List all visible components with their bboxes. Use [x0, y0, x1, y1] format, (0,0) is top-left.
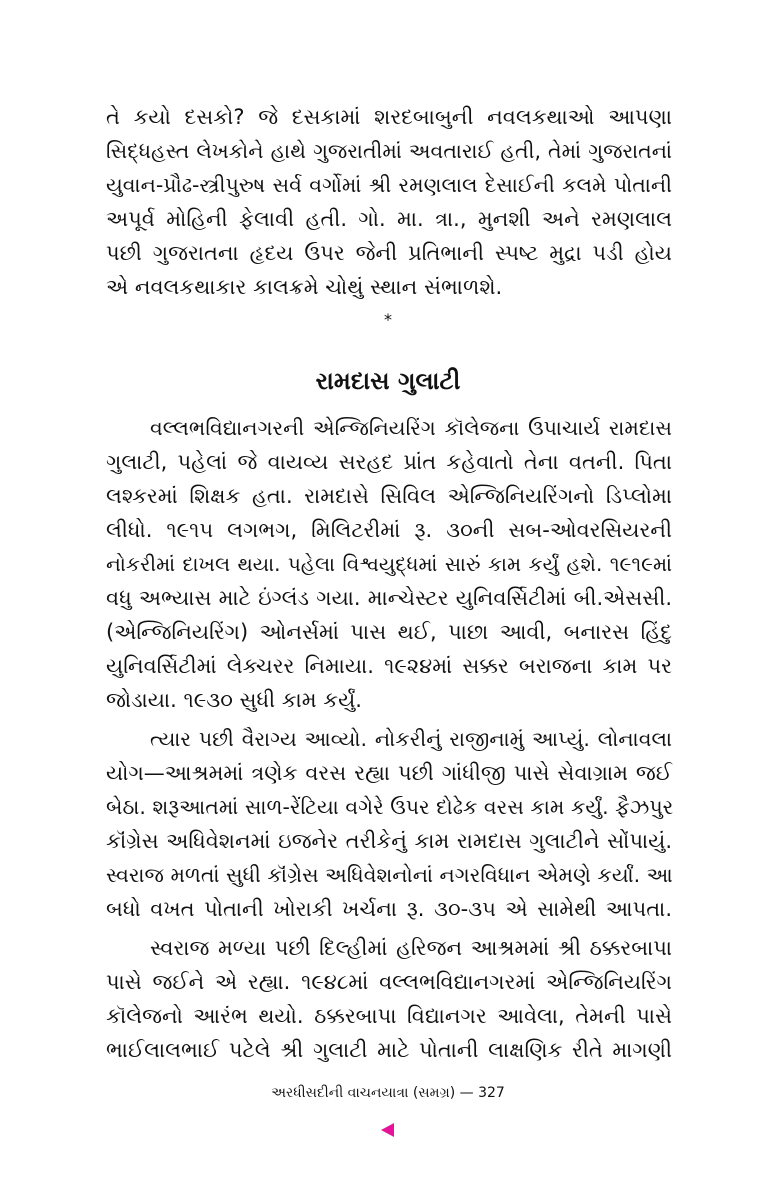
paragraph-line: (એન્જિનિયરિંગ) ઓનર્સમાં પાસ થઈ, પાછા આવી, બનારસ હિંદુ — [106, 620, 672, 644]
paragraph-line: નોકરીમાં દાખલ થયા. પહેલા વિશ્વયુદ્ધમાં સારું કામ કર્યું હશે. ૧૯૧૯માં — [106, 552, 672, 576]
paragraph-line: વધુ અભ્યાસ માટે ઇંગ્લંડ ગયા. માન્ચેસ્ટર યુનિવર્સિટીમાં બી.એસસી. — [106, 586, 672, 610]
paragraph-line: બેઠા. શરૂઆતમાં સાળ-રેંટિયા વગેરે ઉપર દોઢેક વરસ કામ કર્યું. ફૈઝપુર — [106, 795, 674, 819]
intro-line: સિદ્ધહસ્ત લેખકોને હાથે ગુજરાતીમાં અવતારાઈ હતી, તેમાં ગુજરાતનાં — [106, 139, 672, 163]
paragraph-line: વલ્લભવિદ્યાનગરની એન્જિનિયરિંગ કૉલેજના ઉપાચાર્ય રામદાસ — [150, 416, 672, 440]
intro-line: તે કયો દસકો? જે દસકામાં શરદબાબુની નવલકથાઓ આપણા — [106, 105, 672, 129]
intro-line: અપૂર્વ મોહિની ફેલાવી હતી. ગો. મા. ત્રા., મુનશી અને રમણલાલ — [106, 207, 672, 231]
paragraph-line: ત્યાર પછી વૈરાગ્ય આવ્યો. નોકરીનું રાજીનામું આપ્યું. લોનાવલા — [150, 727, 672, 751]
paragraph-line: સ્વરાજ મળતાં સુધી કૉંગ્રેસ અધિવેશનોનાં નગરવિધાન એમણે કર્યાં. આ — [106, 863, 673, 887]
paragraph-line: બધો વખત પોતાની ખોરાકી ખર્ચના રૂ. ૩૦-૩૫ એ સામેથી આપતા. — [106, 897, 672, 921]
intro-line: પછી ગુજરાતના હૃદય ઉપર જેની પ્રતિભાની સ્પષ્ટ મુદ્રા પડી હોય — [106, 241, 672, 265]
intro-line: યુવાન-પ્રૌઢ-સ્ત્રીપુરુષ સર્વ વર્ગોમાં શ્રી રમણલાલ દેસાઈની કલમે પોતાની — [106, 173, 672, 197]
paragraph-line: લીધો. ૧૯૧૫ લગભગ, મિલિટરીમાં રૂ. ૩૦ની સબ-ઓવરસિયરની — [106, 518, 672, 542]
paragraph-line: યોગ—આશ્રમમાં ત્રણેક વરસ રહ્યા પછી ગાંધીજી પાસે સેવાગ્રામ જઈ — [106, 761, 672, 785]
section-separator: * — [384, 310, 392, 329]
paragraph-line: જોડાયા. ૧૯૩૦ સુધી કામ કર્યું. — [106, 688, 362, 712]
left-triangle-icon[interactable] — [381, 1123, 394, 1137]
paragraph-line: યુનિવર્સિટીમાં લેક્ચરર નિમાયા. ૧૯૨૪માં સક્કર બરાજના કામ પર — [106, 654, 672, 678]
paragraph-line: પાસે જઈને એ રહ્યા. ૧૯૪૮માં વલ્લભવિદ્યાનગરમાં એન્જિનિયરિંગ — [106, 970, 672, 994]
paragraph-line: કૉંગ્રેસ અધિવેશનમાં ઇજનેર તરીકેનું કામ રામદાસ ગુલાટીને સોંપાયું. — [106, 829, 672, 853]
section-title: રામદાસ ગુલાટી — [315, 367, 461, 395]
intro-line: એ નવલકથાકાર કાલક્રમે ચોથું સ્થાન સંભાળશે. — [106, 275, 503, 299]
paragraph-line: લશ્કરમાં શિક્ષક હતા. રામદાસે સિવિલ એન્જિનિયરિંગનો ડિપ્લોમા — [106, 484, 672, 508]
page-footer: અરધીસદીની વાચનયાત્રા (સમગ્ર) — 327 — [271, 1085, 505, 1101]
paragraph-line: કૉલેજનો આરંભ થયો. ઠક્કરબાપા વિદ્યાનગર આવેલા, તેમની પાસે — [106, 1004, 672, 1028]
paragraph-line: સ્વરાજ મળ્યા પછી દિલ્હીમાં હરિજન આશ્રમમાં શ્રી ઠક્કરબાપા — [150, 936, 672, 960]
paragraph-line: ગુલાટી, પહેલાં જે વાયવ્ય સરહદ પ્રાંત કહેવાતો તેના વતની. પિતા — [106, 450, 672, 474]
paragraph-line: ભાઈલાલભાઈ પટેલે શ્રી ગુલાટી માટે પોતાની લાક્ષણિક રીતે માગણી — [106, 1038, 672, 1062]
